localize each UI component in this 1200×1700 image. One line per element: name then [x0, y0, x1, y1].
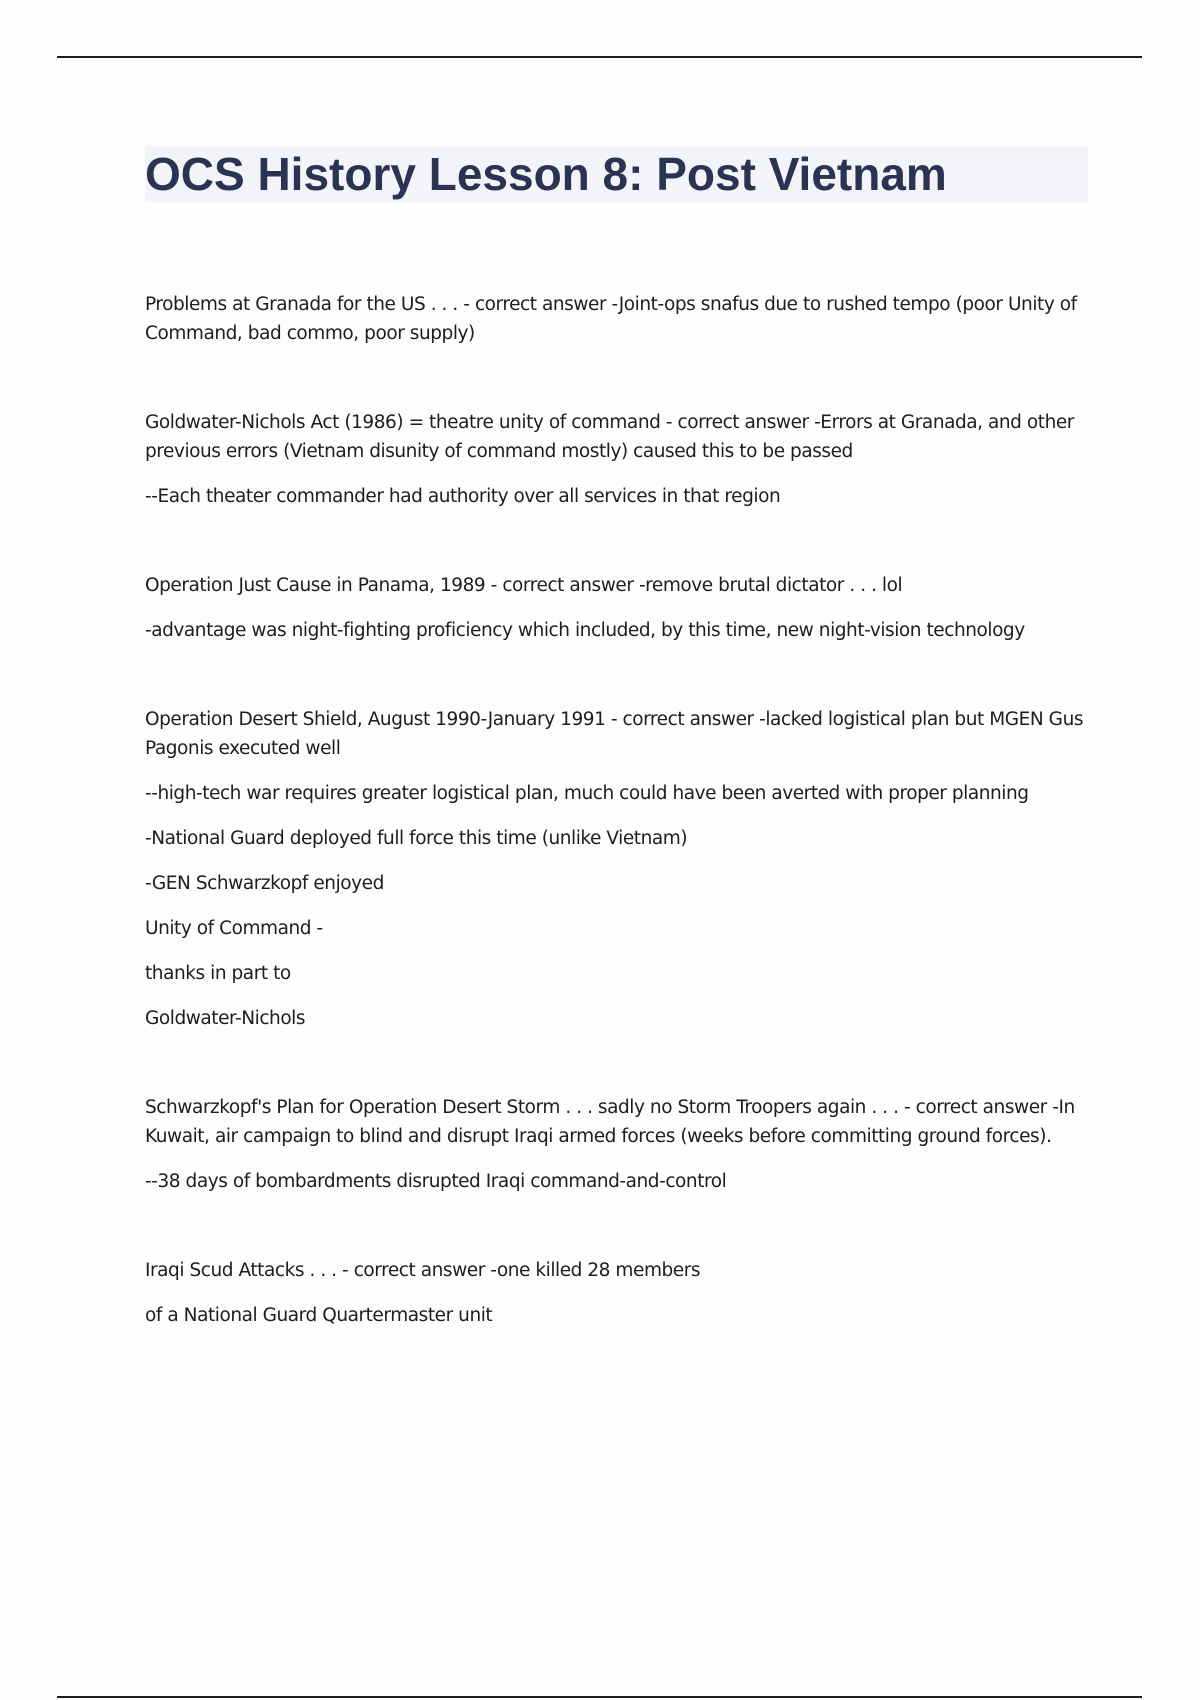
- flashcard-just-cause: [145, 571, 1090, 645]
- card-text: Goldwater-Nichols Act (1986) = theatre unity of command - correct answer -Errors at Granada, and other previous errors (Vietnam disunity of command mostly) caused this to be passed: [145, 412, 1074, 462]
- card-text: Goldwater-Nichols: [145, 1008, 306, 1029]
- top-rule: [57, 56, 1142, 58]
- card-text: --38 days of bombardments disrupted Iraqi command-and-control: [145, 1171, 727, 1192]
- card-text: Iraqi Scud Attacks . . . - correct answer -one killed 28 members: [145, 1260, 701, 1281]
- card-text: Schwarzkopf's Plan for Operation Desert Storm . . . sadly no Storm Troopers again . . . - correct answer -In Kuwait, air campaign to blind and disrupt Iraqi armed forces (weeks before committing ground forces).: [145, 1097, 1075, 1147]
- card-text: Operation Just Cause in Panama, 1989 - correct answer -remove brutal dictator . . . lol: [145, 575, 903, 596]
- page-title: OCS History Lesson 8: Post Vietnam: [145, 148, 947, 200]
- card-text: -GEN Schwarzkopf enjoyed: [145, 873, 384, 894]
- bottom-rule: [57, 1696, 1142, 1698]
- card-text: -advantage was night-fighting proficiency which included, by this time, new night-vision technology: [145, 620, 1025, 641]
- card-text: -National Guard deployed full force this time (unlike Vietnam): [145, 828, 688, 849]
- card-text: Problems at Granada for the US . . . - correct answer -Joint-ops snafus due to rushed tempo (poor Unity of Command, bad commo, poor supply): [145, 294, 1077, 344]
- flashcard-goldwater-nichols: [145, 408, 1090, 511]
- card-text: --Each theater commander had authority over all services in that region: [145, 486, 781, 507]
- flashcard-desert-storm: [145, 1093, 1090, 1196]
- flashcard-list: [145, 290, 1090, 1390]
- flashcard-scud-attacks: [145, 1256, 1090, 1330]
- card-text: of a National Guard Quartermaster unit: [145, 1305, 493, 1326]
- card-text: thanks in part to: [145, 963, 291, 984]
- card-text: Operation Desert Shield, August 1990-January 1991 - correct answer -lacked logistical plan but MGEN Gus Pagonis executed well: [145, 709, 1084, 759]
- flashcard-granada: [145, 290, 1090, 348]
- card-text: --high-tech war requires greater logistical plan, much could have been averted with proper planning: [145, 783, 1029, 804]
- flashcard-desert-shield: [145, 705, 1090, 1033]
- card-text: Unity of Command -: [145, 918, 323, 939]
